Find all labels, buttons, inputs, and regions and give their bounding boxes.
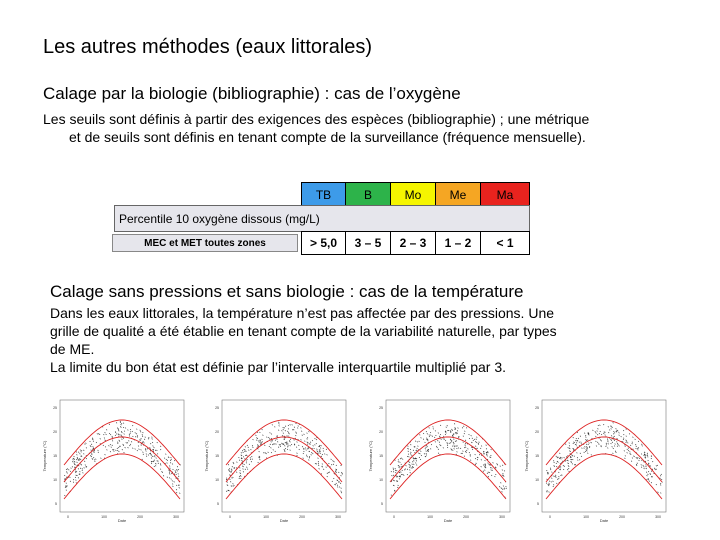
y-tick-label: 25 — [535, 406, 539, 410]
row-label-percentile: Percentile 10 oxygène dissous (mg/L) — [114, 205, 530, 232]
y-tick-label: 15 — [53, 454, 57, 458]
y-tick-label: 25 — [379, 406, 383, 410]
data-points — [226, 422, 343, 493]
y-tick-label: 20 — [215, 430, 219, 434]
x-tick-label: 100 — [427, 515, 433, 519]
upper-limit-line — [546, 420, 662, 465]
plot-frame — [222, 400, 346, 512]
value-ma: < 1 — [480, 231, 530, 255]
x-tick-label: 300 — [173, 515, 179, 519]
header-mo: Mo — [390, 182, 436, 207]
x-axis-label: Date — [279, 518, 289, 523]
x-axis-label: Date — [117, 518, 127, 523]
x-tick-label: 100 — [101, 515, 107, 519]
y-tick-label: 5 — [537, 502, 539, 506]
y-axis-label: Temperature (°C) — [368, 440, 373, 472]
x-tick-label: 200 — [463, 515, 469, 519]
upper-limit-line — [390, 420, 506, 465]
lower-limit-line — [64, 454, 180, 499]
lower-limit-line — [546, 454, 662, 499]
upper-limit-line — [226, 420, 342, 465]
y-tick-label: 15 — [535, 454, 539, 458]
paragraph-temperature: Dans les eaux littorales, la température n’est pas affectée par des pressions. Une grille de qualité a été établie en tenant compte de la variabilité naturelle, par types de ME. La limite du bon état est définie par l’intervalle interquartile multiplié par 3. — [50, 305, 557, 375]
section-title-oxygen: Calage par la biologie (bibliographie) : cas de l’oxygène — [43, 84, 461, 103]
data-points — [64, 421, 181, 496]
y-tick-label: 5 — [217, 502, 219, 506]
y-tick-label: 20 — [379, 430, 383, 434]
temperature-plot-4 — [518, 394, 678, 524]
value-b: 3 – 5 — [345, 231, 391, 255]
x-tick-label: 200 — [299, 515, 305, 519]
y-axis-label: Temperature (°C) — [42, 440, 47, 472]
y-tick-label: 25 — [215, 406, 219, 410]
y-tick-label: 10 — [379, 478, 383, 482]
x-tick-label: 200 — [137, 515, 143, 519]
plot-frame — [386, 400, 510, 512]
value-mo: 2 – 3 — [390, 231, 436, 255]
y-tick-label: 10 — [535, 478, 539, 482]
x-tick-label: 300 — [655, 515, 661, 519]
x-tick-label: 0 — [393, 515, 395, 519]
y-tick-label: 15 — [379, 454, 383, 458]
header-tb: TB — [301, 182, 346, 207]
x-tick-label: 100 — [263, 515, 269, 519]
y-tick-label: 10 — [215, 478, 219, 482]
data-points — [546, 422, 662, 493]
y-tick-label: 20 — [53, 430, 57, 434]
plot-frame — [60, 400, 184, 512]
x-tick-label: 100 — [583, 515, 589, 519]
y-tick-label: 15 — [215, 454, 219, 458]
section-title-temperature: Calage sans pressions et sans biologie : cas de la température — [50, 282, 524, 301]
x-tick-label: 200 — [619, 515, 625, 519]
page-title: Les autres méthodes (eaux littorales) — [43, 36, 373, 58]
y-axis-label: Temperature (°C) — [524, 440, 529, 472]
x-tick-label: 0 — [229, 515, 231, 519]
median-line — [64, 437, 180, 482]
temperature-plot-3 — [362, 394, 522, 524]
y-axis-label: Temperature (°C) — [204, 440, 209, 472]
median-line — [390, 437, 506, 482]
x-tick-label: 300 — [499, 515, 505, 519]
header-ma: Ma — [480, 182, 530, 207]
plot-frame — [542, 400, 666, 512]
temperature-plot-1 — [36, 394, 196, 524]
median-line — [546, 437, 662, 482]
y-tick-label: 10 — [53, 478, 57, 482]
y-tick-label: 20 — [535, 430, 539, 434]
header-me: Me — [435, 182, 481, 207]
temperature-plot-2 — [198, 394, 358, 524]
x-axis-label: Date — [599, 518, 609, 523]
row-label-mec: MEC et MET toutes zones — [112, 234, 298, 252]
y-tick-label: 5 — [381, 502, 383, 506]
x-tick-label: 0 — [549, 515, 551, 519]
lower-limit-line — [226, 454, 342, 499]
paragraph-oxygen: Les seuils sont définis à partir des exigences des espèces (bibliographie) ; une métrique et de seuils sont définis en tenant compte de la surveillance (fréquence mensuelle). — [43, 111, 590, 145]
upper-limit-line — [64, 420, 180, 465]
y-tick-label: 25 — [53, 406, 57, 410]
header-b: B — [345, 182, 391, 207]
value-tb: > 5,0 — [301, 231, 346, 255]
value-me: 1 – 2 — [435, 231, 481, 255]
x-axis-label: Date — [443, 518, 453, 523]
y-tick-label: 5 — [55, 502, 57, 506]
x-tick-label: 300 — [335, 515, 341, 519]
x-tick-label: 0 — [67, 515, 69, 519]
